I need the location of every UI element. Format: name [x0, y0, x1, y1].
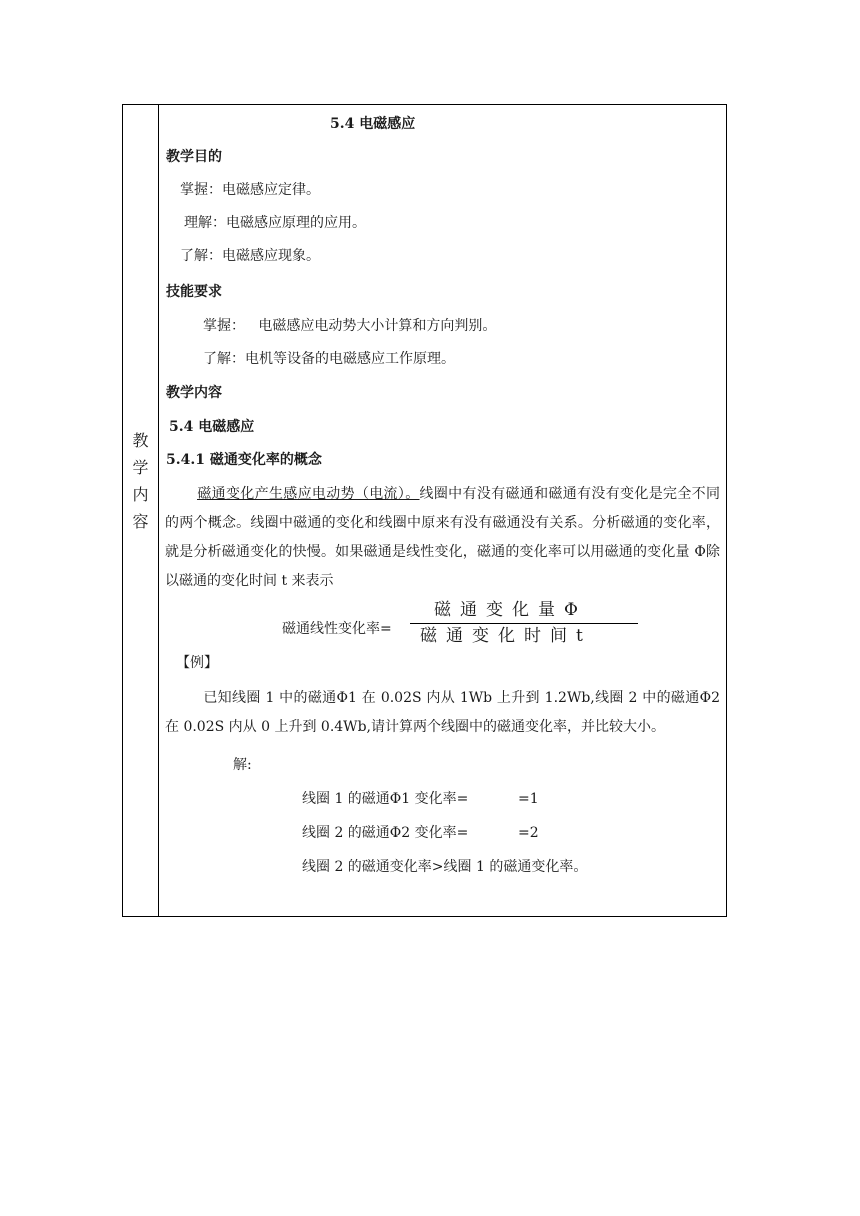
- formula-fraction: [410, 598, 638, 648]
- side-label: [123, 427, 158, 535]
- formula-denominator: 磁通变化时间t: [420, 626, 592, 646]
- example-tag: 【例】: [176, 655, 218, 671]
- formula-label: 磁通线性变化率=: [282, 621, 392, 637]
- paragraph-text: 线圈中有没有磁通和磁通有没有变化是完全不同的两个概念。线圈中磁通的变化和线圈中原来有没有磁通没有关系。分析磁通的变化率，就是分析磁通变化的快慢。如果磁通是线性变化，磁通的变化率可以用磁通的变化量 Φ除以磁通的变化时间 t 来表示: [165, 486, 721, 589]
- goals-heading: 教学目的: [166, 149, 222, 165]
- column-divider: [158, 105, 159, 916]
- skill-master: 掌握： 电磁感应电动势大小计算和方向判别。: [203, 318, 497, 334]
- section-title: 5.4 电磁感应: [330, 116, 416, 132]
- solution-line1-label: 线圈 1 的磁通Φ1 变化率=: [302, 791, 469, 807]
- goal-understand: 理解：电磁感应原理的应用。: [184, 215, 366, 231]
- solution-line2-value: =2: [518, 825, 539, 841]
- goal-know: 了解：电磁感应现象。: [180, 248, 320, 264]
- side-label-char: 学: [132, 458, 149, 477]
- formula-numerator: 磁通变化量Φ: [434, 600, 587, 620]
- goal-master: 掌握：电磁感应定律。: [180, 182, 320, 198]
- solution-conclusion: 线圈 2 的磁通变化率>线圈 1 的磁通变化率。: [302, 859, 588, 875]
- content-heading: 教学内容: [166, 385, 222, 401]
- solution-line1-value: =1: [518, 791, 539, 807]
- subsection-title: 5.4 电磁感应: [169, 419, 255, 435]
- skill-know: 了解：电机等设备的电磁感应工作原理。: [203, 351, 455, 367]
- example-body: 已知线圈 1 中的磁通Φ1 在 0.02S 内从 1Wb 上升到 1.2Wb,线圈 2 中的磁通Φ2 在 0.02S 内从 0 上升到 0.4Wb,请计算两个线圈中的磁通变化率，并比较大小。: [165, 690, 720, 735]
- solution-line2-label: 线圈 2 的磁通Φ2 变化率=: [302, 825, 469, 841]
- paragraph-underlined: 磁通变化产生感应电动势（电流）。: [197, 486, 420, 502]
- subsubsection-title: 5.4.1 磁通变化率的概念: [166, 452, 322, 468]
- concept-paragraph: [165, 480, 720, 596]
- example-text: [165, 684, 720, 742]
- side-label-char: 内: [132, 485, 149, 504]
- solution-label: 解:: [233, 757, 252, 773]
- skills-heading: 技能要求: [166, 284, 222, 300]
- side-label-char: 容: [132, 512, 149, 531]
- side-label-char: 教: [132, 431, 149, 450]
